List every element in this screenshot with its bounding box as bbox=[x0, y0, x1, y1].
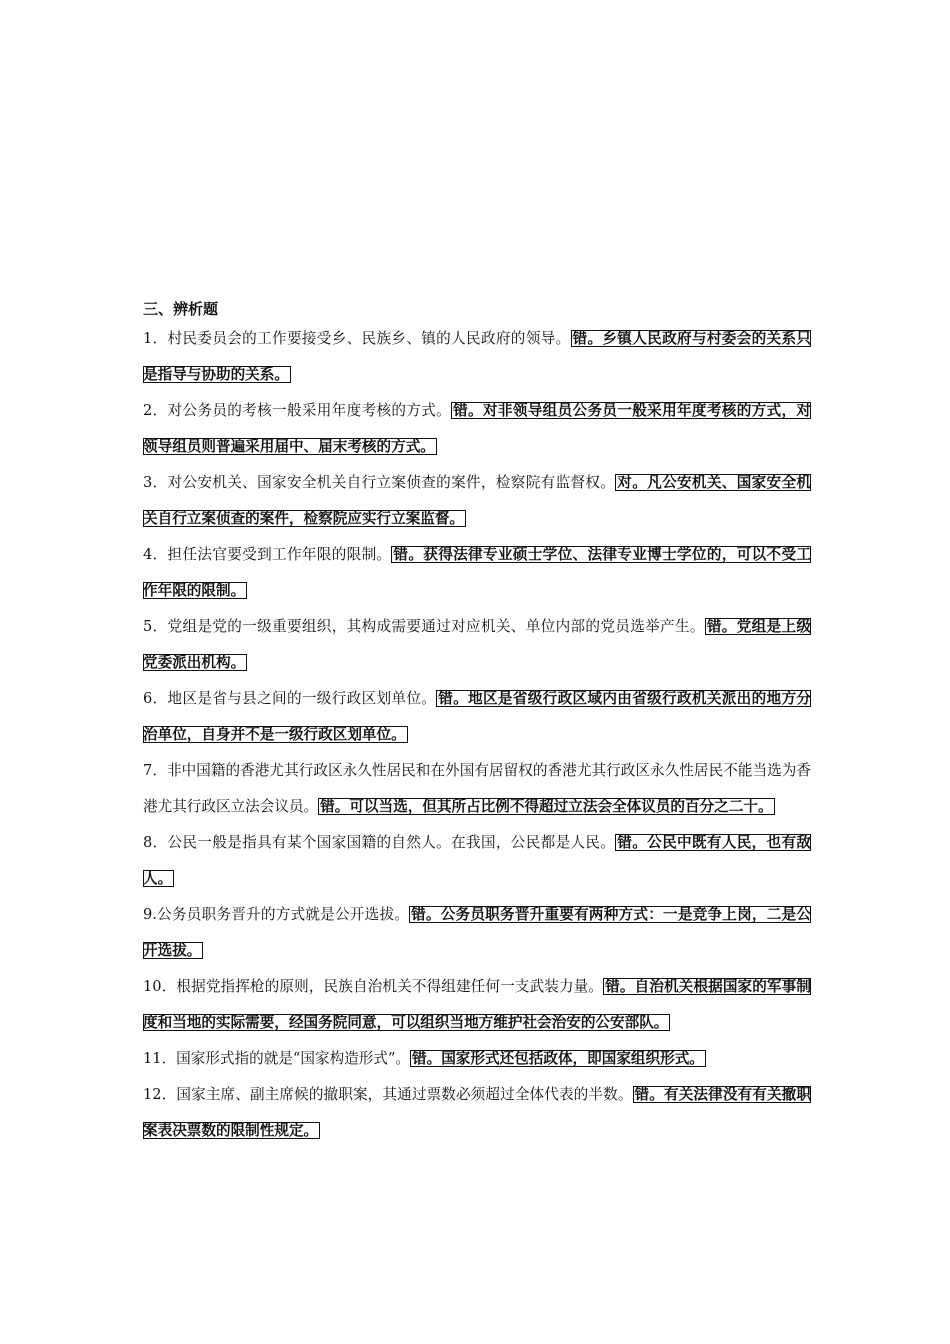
question-item bbox=[143, 321, 811, 393]
question-item bbox=[143, 969, 811, 1041]
question-text: 7．非中国籍的香港尤其行政区永久性居民和在外国有居留权的香港尤其行政区永久性居民不能当选为香港尤其行政区立法会议员。 bbox=[143, 762, 811, 815]
question-text: 11．国家形式指的就是“国家构造形式”。 bbox=[143, 1050, 410, 1067]
question-item bbox=[143, 1077, 811, 1149]
question-item bbox=[143, 753, 811, 825]
answer-text: 错。对非领导组员公务员一般采用年度考核的方式，对领导组员则普遍采用届中、届末考核的方式。 bbox=[143, 402, 811, 455]
answer-text: 错。公务员职务晋升重要有两种方式：一是竞争上岗，二是公开选拔。 bbox=[143, 906, 811, 959]
section-title: 三、辨析题 bbox=[143, 300, 219, 318]
answer-text: 错。自治机关根据国家的军事制度和当地的实际需要，经国务院同意，可以组织当地方维护社会治安的公安部队。 bbox=[143, 978, 811, 1031]
answer-text: 错。国家形式还包括政体，即国家组织形式。 bbox=[412, 1050, 704, 1067]
answer-text: 错。获得法律专业硕士学位、法律专业博士学位的，可以不受工作年限的限制。 bbox=[143, 546, 811, 599]
question-text: 1．村民委员会的工作要接受乡、民族乡、镇的人民政府的领导。 bbox=[143, 330, 571, 347]
answer-text: 错。公民中既有人民，也有敌人。 bbox=[143, 834, 811, 887]
question-text: 4．担任法官要受到工作年限的限制。 bbox=[143, 546, 392, 563]
question-item bbox=[143, 681, 811, 753]
answer-text: 错。乡镇人民政府与村委会的关系只是指导与协助的关系。 bbox=[143, 330, 811, 383]
answer-text: 错。地区是省级行政区域内由省级行政机关派出的地方分治单位，自身并不是一级行政区划单位。 bbox=[143, 690, 811, 743]
answer-text: 错。有关法律没有有关撤职案表决票数的限制性规定。 bbox=[143, 1086, 811, 1139]
question-text: 5．党组是党的一级重要组织，其构成需要通过对应机关、单位内部的党员选举产生。 bbox=[143, 618, 705, 635]
question-text: 10．根据党指挥枪的原则，民族自治机关不得组建任何一支武装力量。 bbox=[143, 978, 604, 995]
question-text: 6．地区是省与县之间的一级行政区划单位。 bbox=[143, 690, 437, 707]
question-item bbox=[143, 465, 811, 537]
question-item bbox=[143, 537, 811, 609]
question-text: 9.公务员职务晋升的方式就是公开选拔。 bbox=[143, 906, 410, 923]
question-item bbox=[143, 825, 811, 897]
question-item bbox=[143, 393, 811, 465]
answer-text: 对。凡公安机关、国家安全机关自行立案侦查的案件，检察院应实行立案监督。 bbox=[143, 474, 811, 527]
question-text: 3．对公安机关、国家安全机关自行立案侦查的案件，检察院有监督权。 bbox=[143, 474, 616, 491]
question-item bbox=[143, 609, 811, 681]
question-item bbox=[143, 897, 811, 969]
answer-text: 错。党组是上级党委派出机构。 bbox=[143, 618, 811, 671]
answer-text: 错。可以当选，但其所占比例不得超过立法会全体议员的百分之二十。 bbox=[320, 798, 773, 815]
document-body bbox=[143, 297, 811, 1149]
question-text: 8．公民一般是指具有某个国家国籍的自然人。在我国，公民都是人民。 bbox=[143, 834, 616, 851]
question-text: 12．国家主席、副主席候的撤职案，其通过票数必须超过全体代表的半数。 bbox=[143, 1086, 633, 1103]
question-text: 2．对公务员的考核一般采用年度考核的方式。 bbox=[143, 402, 452, 419]
question-item bbox=[143, 1041, 811, 1077]
